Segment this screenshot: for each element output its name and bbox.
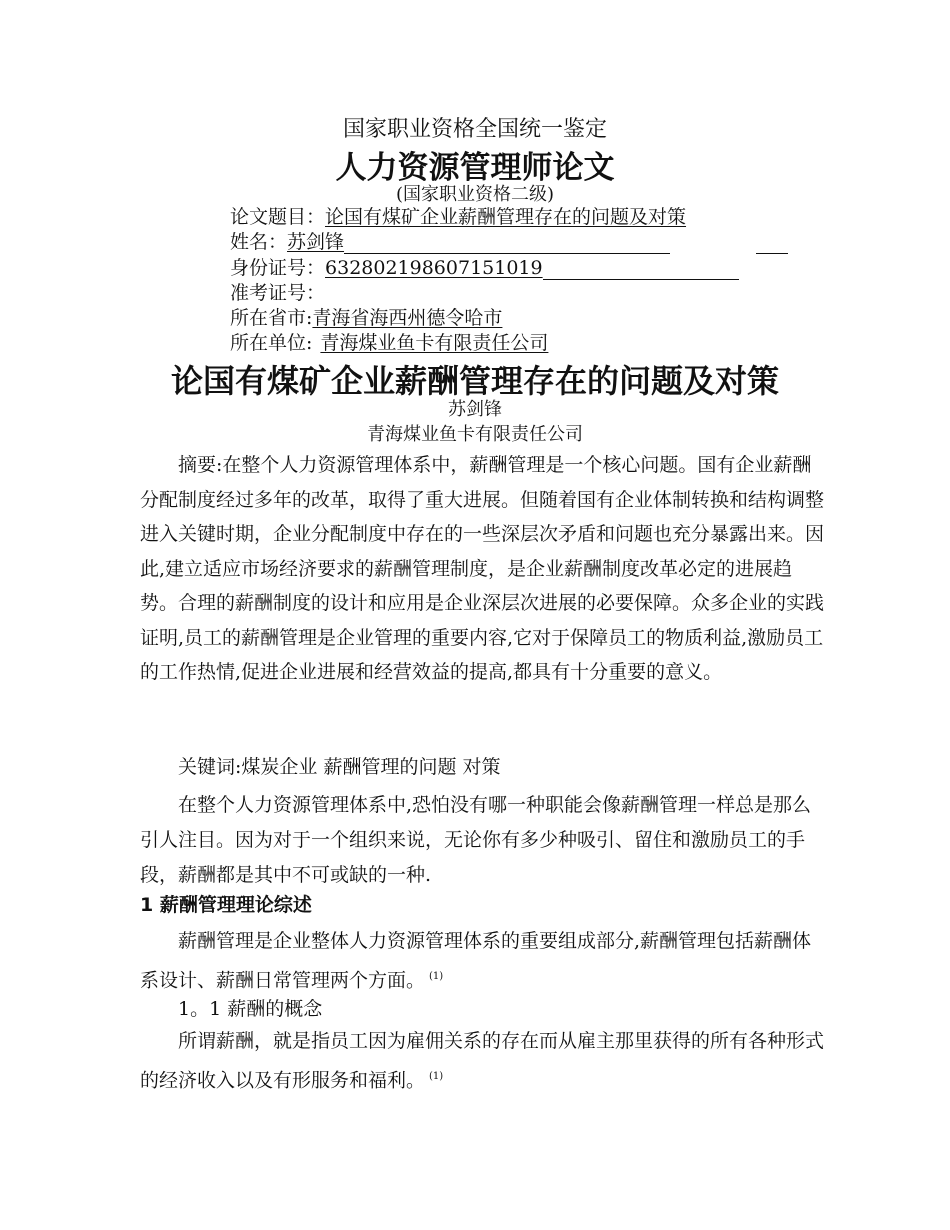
paper-title: 论国有煤矿企业薪酬管理存在的问题及对策 [170,362,779,400]
paper-author: 苏剑锋 [448,399,502,420]
abstract-paragraph [140,448,825,690]
field-label: 所在省市: [230,307,313,329]
definition-text: 所谓薪酬，就是指员工因为雇佣关系的存在而从雇主那里获得的所有各种形式的经济收入以及有形服务和福利。 [140,1030,825,1092]
section-heading: 1 薪酬管理理论综述 [140,894,312,916]
cover-authority: 国家职业资格全国统一鉴定 [342,117,607,142]
footnote-marker: (1) [429,1071,444,1082]
field-value: 苏剑锋 [287,231,345,253]
paper-organization: 青海煤业鱼卡有限责任公司 [367,424,583,445]
field-value: 青海省海西州德令哈市 [312,307,503,329]
section1-text: 薪酬管理是企业整体人力资源管理体系的重要组成部分,薪酬管理包括薪酬体系设计、薪酬日常管理两个方面。 [140,930,812,992]
abstract-text: 在整个人力资源管理体系中，薪酬管理是一个核心问题。国有企业薪酬分配制度经过多年的改革，取得了重大进展。但随着国有企业体制转换和结构调整进入关键时期，企业分配制度中存在的一些深层次矛盾和问题也充分暴露出来。因此,建立适应市场经济要求的薪酬管理制度，是企业薪酬制度改革必定的进展趋势。合理的薪酬制度的设计和应用是企业深层次进展的必要保障。众多企业的实践证明,员工的薪酬管理是企业管理的重要内容,它对于保障员工的物质利益,激励员工的工作热情,促进企业进展和经营效益的提高,都具有十分重要的意义。 [140,454,825,683]
field-label: 身份证号： [230,257,326,279]
keywords-line [140,752,825,779]
field-organization [230,331,548,355]
field-label: 论文题目： [230,206,326,228]
keywords-text: 煤炭企业 薪酬管理的问题 对策 [241,756,501,778]
field-label: 所在单位: [230,332,313,354]
field-thesis-title [230,205,686,229]
field-exam-number [230,281,325,305]
field-label: 姓名： [230,231,288,253]
intro-text: 在整个人力资源管理体系中,恐怕没有哪一种职能会像薪酬管理一样总是那么引人注目。因为对于一个组织来说，无论你有多少种吸引、留住和激励员工的手段，薪酬都是其中不可或缺的一种. [140,794,812,886]
field-value: 青海煤业鱼卡有限责任公司 [320,332,549,354]
footnote-marker: (1) [429,971,444,982]
abstract-label: 摘要: [178,454,223,476]
blank-line [543,261,739,280]
cover-doc-type: 人力资源管理师论文 [335,150,615,186]
field-value: 论国有煤矿企业薪酬管理存在的问题及对策 [325,206,687,228]
intro-paragraph [140,788,825,893]
subsection-heading [140,994,825,1021]
cover-level: (国家职业资格二级) [395,184,555,205]
subsection-title: 1。1 薪酬的概念 [178,998,323,1020]
blank-line [756,235,788,254]
field-name [230,230,810,254]
field-province-city [230,306,502,330]
field-value: 632802198607151019 [325,257,543,279]
field-id-number [230,256,739,280]
definition-paragraph [140,1024,825,1098]
blank-line [344,235,670,254]
field-label: 准考证号： [230,282,326,304]
keywords-label: 关键词: [178,756,242,778]
section1-paragraph [140,924,825,998]
